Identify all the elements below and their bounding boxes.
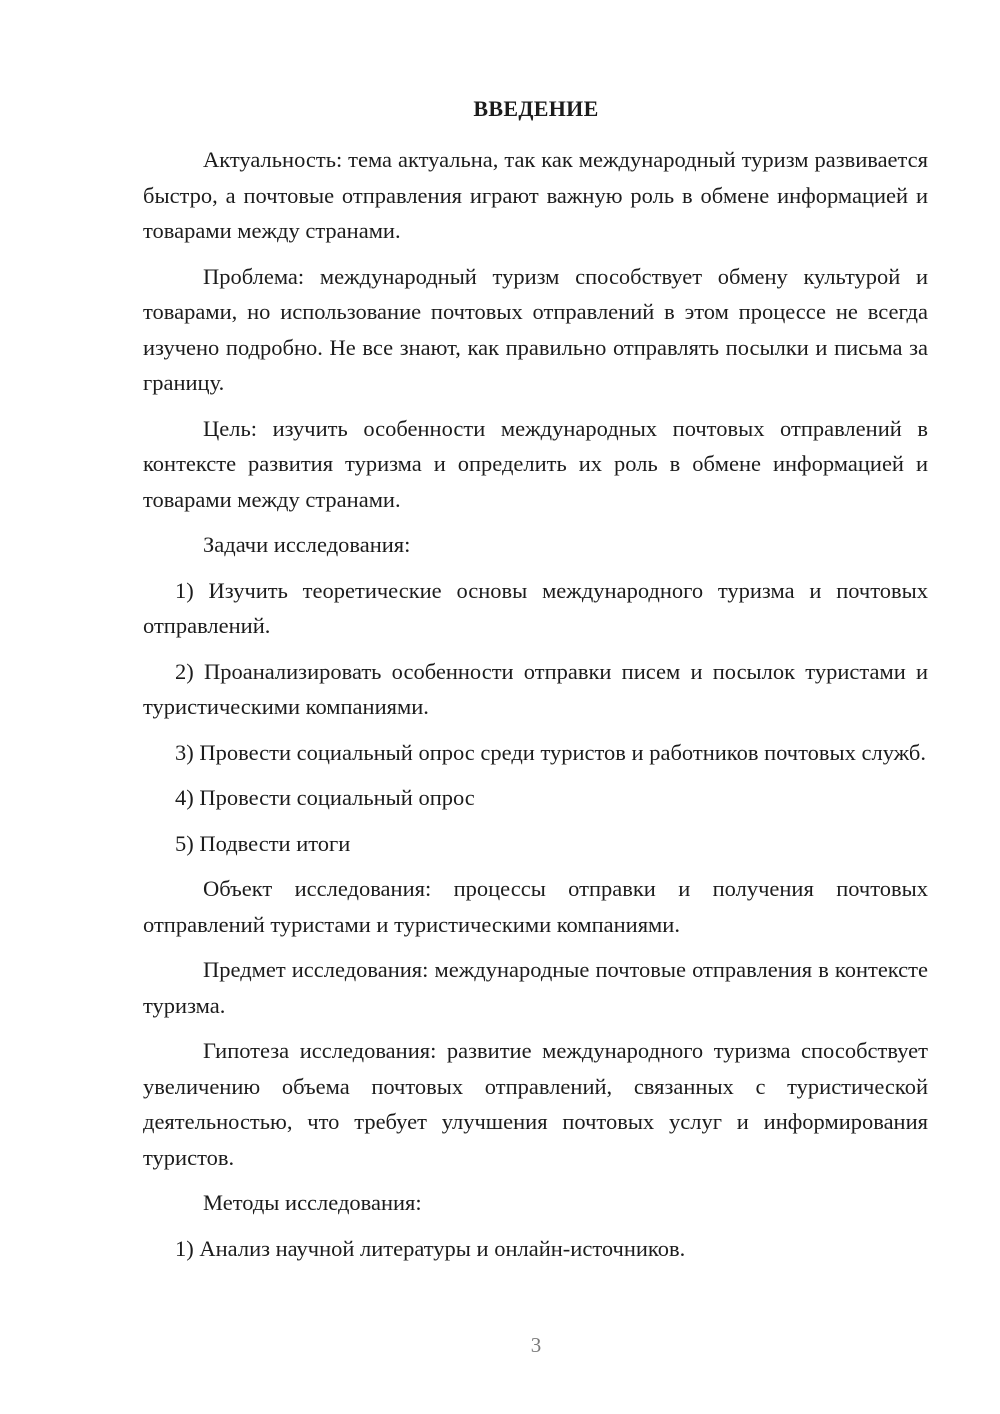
paragraph-relevance: Актуальность: тема актуальна, так как международный туризм развивается быстро, а почтовые отправления играют важную роль в обмене информацией и товарами между странами.: [143, 147, 928, 243]
paragraph-subject: Предмет исследования: международные почтовые отправления в контексте туризма.: [143, 957, 928, 1018]
list-item: 4) Провести социальный опрос: [175, 785, 475, 810]
paragraph-problem: Проблема: международный туризм способствует обмену культурой и товарами, но использование почтовых отправлений в этом процессе не всегда изучено подробно. Не все знают, как правильно отправлять посылки и письма за границу.: [143, 263, 928, 395]
list-item: 3) Провести социальный опрос среди туристов и работников почтовых служб.: [175, 739, 926, 765]
paragraph-tasks-heading: Задачи исследования:: [203, 532, 411, 557]
page-number: 3: [530, 1333, 542, 1357]
page-title: ВВЕДЕНИЕ: [473, 96, 599, 121]
list-item: 2) Проанализировать особенности отправки писем и посылок туристами и туристическими компаниями.: [143, 658, 928, 719]
document-body: [143, 142, 928, 1276]
list-item: 5) Подвести итоги: [175, 830, 351, 856]
paragraph-methods-heading: Методы исследования:: [203, 1190, 422, 1215]
list-item: 1) Анализ научной литературы и онлайн-источников.: [175, 1235, 686, 1261]
paragraph-object: Объект исследования: процессы отправки и получения почтовых отправлений туристами и туристическими компаниями.: [143, 876, 928, 937]
paragraph-goal: Цель: изучить особенности международных почтовых отправлений в контексте развития туризма и определить их роль в обмене информацией и товарами между странами.: [143, 415, 928, 512]
list-item: 1) Изучить теоретические основы международного туризма и почтовых отправлений.: [143, 577, 928, 638]
paragraph-hypothesis: Гипотеза исследования: развитие международного туризма способствует увеличению объема почтовых отправлений, связанных с туристической деятельностью, что требует улучшения почтовых услуг и информирования туристов.: [143, 1038, 928, 1170]
